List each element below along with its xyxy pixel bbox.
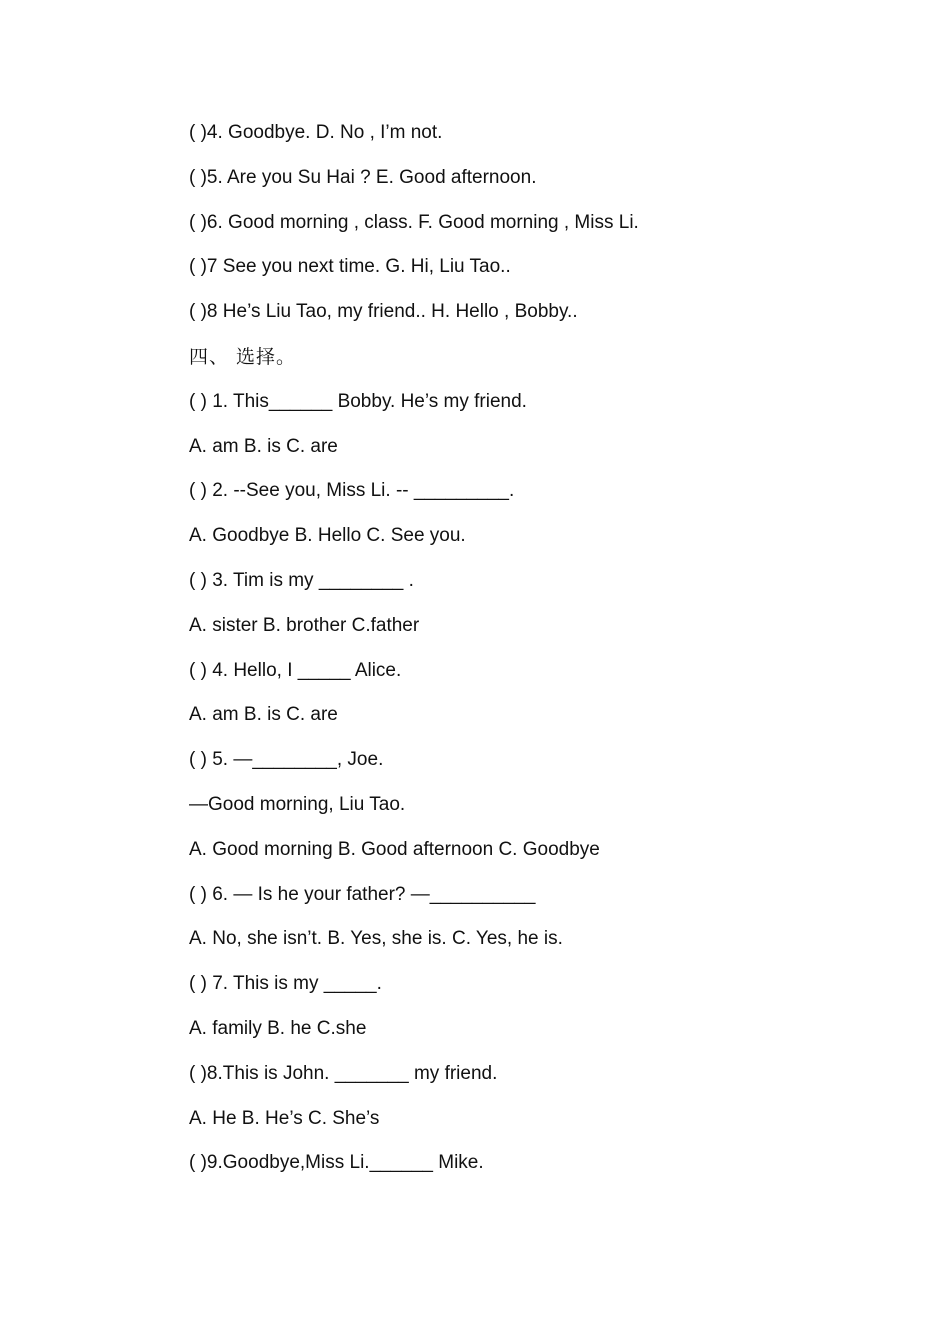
question-6: ( ) 6. — Is he your father? —__________ <box>189 883 536 905</box>
worksheet-content <box>189 117 909 1192</box>
question-5: ( ) 5. —________, Joe. <box>189 749 384 771</box>
question-5-reply: —Good morning, Liu Tao. <box>189 793 406 815</box>
question-3-options: A. sister B. brother C.father <box>189 614 420 636</box>
question-6-options: A. No, she isn’t. B. Yes, she is. C. Yes, he is. <box>189 928 563 950</box>
section-heading: 四、 选择。 <box>189 345 297 368</box>
question-8-options: A. He B. He’s C. She’s <box>189 1107 380 1129</box>
question-2-options: A. Goodbye B. Hello C. See you. <box>189 525 466 547</box>
matching-item-6: ( )6. Good morning , class. F. Good morning , Miss Li. <box>189 211 639 233</box>
question-1-options: A. am B. is C. are <box>189 435 338 457</box>
question-7-options: A. family B. he C.she <box>189 1017 367 1039</box>
question-3: ( ) 3. Tim is my ________ . <box>189 569 414 591</box>
question-5-options: A. Good morning B. Good afternoon C. Goodbye <box>189 838 600 860</box>
matching-item-4: ( )4. Goodbye. D. No , I’m not. <box>189 122 443 143</box>
matching-item-5: ( )5. Are you Su Hai ? E. Good afternoon. <box>189 166 537 188</box>
question-2: ( ) 2. --See you, Miss Li. -- _________. <box>189 480 515 502</box>
question-9: ( )9.Goodbye,Miss Li.______ Mike. <box>189 1152 484 1174</box>
question-4-options: A. am B. is C. are <box>189 704 338 726</box>
matching-item-8: ( )8 He’s Liu Tao, my friend.. H. Hello , Bobby.. <box>189 301 578 323</box>
question-1: ( ) 1. This______ Bobby. He’s my friend. <box>189 390 527 412</box>
matching-item-7: ( )7 See you next time. G. Hi, Liu Tao.. <box>189 256 511 278</box>
question-4: ( ) 4. Hello, I _____ Alice. <box>189 659 402 681</box>
question-8: ( )8.This is John. _______ my friend. <box>189 1062 498 1084</box>
question-7: ( ) 7. This is my _____. <box>189 973 382 995</box>
